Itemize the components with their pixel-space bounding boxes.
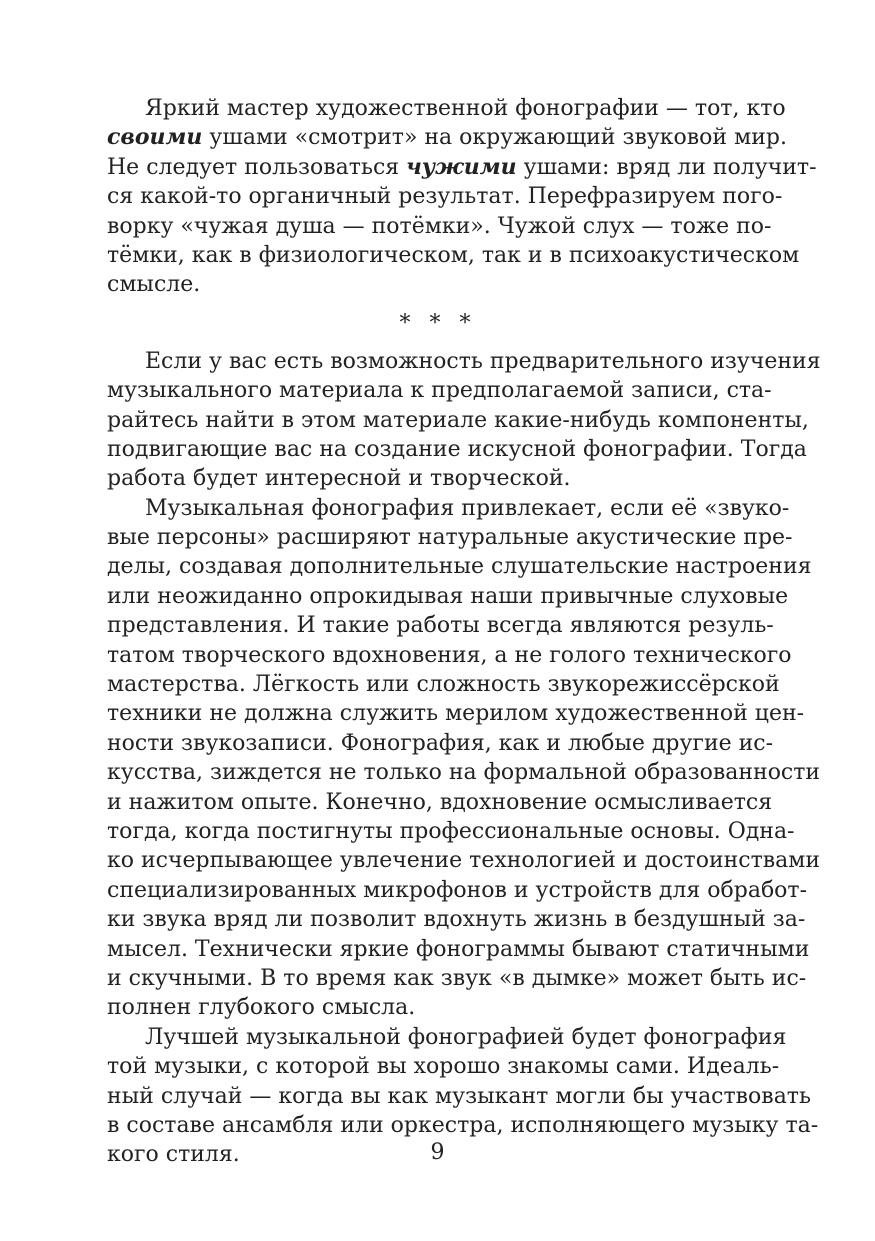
text-line: ки звука вряд ли позволит вдохнуть жизнь в бездушный за- <box>107 907 806 933</box>
text-line: смысле. <box>107 272 201 298</box>
text-line: той музыки, с которой вы хорошо знакомы сами. Идеаль- <box>107 1054 780 1080</box>
text-line: подвигающие вас на создание искусной фонографии. Тогда <box>107 436 807 462</box>
text-span: Не следует пользоваться <box>107 154 407 180</box>
text-line: работа будет интересной и творческой. <box>107 466 571 492</box>
text-line: тогда, когда постигнуты профессиональные основы. Одна- <box>107 818 795 844</box>
text-line: полнен глубокого смысла. <box>107 995 416 1021</box>
text-line: в составе ансамбля или оркестра, исполняющего музыку та- <box>107 1112 819 1138</box>
text-line: тёмки, как в физиологическом, так и в психоакустическом <box>107 242 800 268</box>
text-line: и нажитом опыте. Конечно, вдохновение осмысливается <box>107 789 773 815</box>
text-line: представления. И такие работы всегда являются резуль- <box>107 613 774 639</box>
text-line: кусства, зиждется не только на формальной образованности <box>107 760 821 786</box>
emphasis-text: своими <box>107 124 203 151</box>
text-line: мысел. Технически яркие фонограммы бывают статичными <box>107 936 810 962</box>
text-line: Музыкальная фонография привлекает, если её «звуко- <box>145 495 790 521</box>
text-line: татом творческого вдохновения, а не голого технического <box>107 642 792 668</box>
text-line: мастерства. Лёгкость или сложность звукорежиссёрской <box>107 672 780 698</box>
text-line: специализированных микрофонов и устройств для обработ- <box>107 877 808 903</box>
text-line: ся какой-то органичный результат. Перефразируем пого- <box>107 184 783 210</box>
text-line: Если у вас есть возможность предварительного изучения <box>145 348 821 374</box>
text-line: Лучшей музыкальной фонографией будет фонография <box>145 1024 787 1050</box>
page-number: 9 <box>430 1140 445 1165</box>
text-line <box>107 153 817 182</box>
text-line: и скучными. В то время как звук «в дымке» может быть ис- <box>107 965 807 991</box>
text-span: ушами: вряд ли получит- <box>516 154 817 180</box>
paragraph <box>107 94 817 300</box>
page-body <box>107 94 821 1170</box>
paragraph <box>107 347 821 494</box>
paragraph <box>107 494 821 1023</box>
text-line <box>107 123 787 152</box>
text-line: делы, создавая дополнительные слушательские настроения <box>107 554 812 580</box>
text-line: ности звукозаписи. Фонография, как и любые другие ис- <box>107 730 774 756</box>
emphasis-text: чужими <box>406 153 517 180</box>
text-line: кого стиля. <box>107 1142 240 1168</box>
text-line: или неожиданно опрокидывая наши привычные слуховые <box>107 583 789 609</box>
text-line: техники не должна служить мерилом художественной цен- <box>107 701 805 727</box>
text-line: ко исчерпывающее увлечение технологией и достоинствами <box>107 848 821 874</box>
text-line: вые персоны» расширяют натуральные акустические пре- <box>107 525 793 551</box>
text-line: ный случай — когда вы как музыкант могли бы участвовать <box>107 1083 811 1109</box>
text-line: райтесь найти в этом материале какие-нибудь компоненты, <box>107 407 809 433</box>
section-separator: * * * <box>399 310 477 336</box>
text-line: музыкального материала к предполагаемой записи, ста- <box>107 378 772 404</box>
text-line: Яркий мастер художественной фонографии — тот, кто <box>145 96 786 121</box>
text-line: ворку «чужая душа — потёмки». Чужой слух — тоже по- <box>107 213 772 239</box>
text-span: ушами «смотрит» на окружающий звуковой мир. <box>202 125 787 151</box>
